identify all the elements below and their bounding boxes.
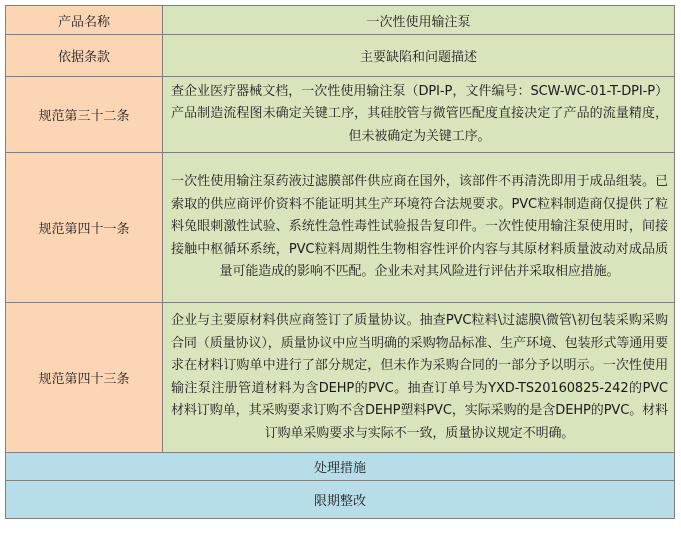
inspection-table — [5, 5, 675, 519]
clause-label: 规范第四十一条 — [6, 153, 163, 303]
deadline-row — [6, 481, 675, 519]
clause-label: 规范第四十三条 — [6, 303, 163, 453]
measures-label: 处理措施 — [6, 453, 675, 481]
basis-value: 主要缺陷和问题描述 — [163, 35, 675, 77]
clause-description: 一次性使用输注泵药液过滤膜部件供应商在国外，该部件不再清洗即用于成品组装。已索取的供应商评价资料不能证明其生产环境符合法规要求。PVC粒料制造商仅提供了粒料兔眼刺激性试验、系统性急性毒性试验报告复印件。一次性使用输注泵使用时，间接接触中枢循环系统，PVC粒料周期性生物相容性评价内容与其原材料质量波动对成品质量可能造成的影响不匹配。企业未对其风险进行评估并采取相应措施。 — [163, 153, 675, 303]
product-name-label: 产品名称 — [6, 6, 163, 35]
clause-row — [6, 77, 675, 153]
basis-label: 依据条款 — [6, 35, 163, 77]
clause-label: 规范第三十二条 — [6, 77, 163, 153]
clause-description: 企业与主要原材料供应商签订了质量协议。抽查PVC粒料\过滤膜\微管\初包装采购采购合同（质量协议），质量协议中应当明确的采购物品标准、生产环境、包装形式等通用要求在材料订购单中进行了部分规定，但未作为采购合同的一部分予以明示。一次性使用输注泵注册管道材料为含DEHP的PVC。抽查订单号为YXD-TS20160825-242的PVC材料订购单，其采购要求订购不含DEHP塑料PVC，实际采购的是含DEHP的PVC。材料订购单采购要求与实际不一致，质量协议规定不明确。 — [163, 303, 675, 453]
basis-row — [6, 35, 675, 77]
product-name-value: 一次性使用输注泵 — [163, 6, 675, 35]
deadline-label: 限期整改 — [6, 481, 675, 519]
clause-description: 查企业医疗器械文档，一次性使用输注泵（DPI-P，文件编号：SCW-WC-01-T-DPI-P）产品制造流程图未确定关键工序，其硅胶管与微管匹配度直接决定了产品的流量精度，但未被确定为关键工序。 — [163, 77, 675, 153]
clause-row — [6, 303, 675, 453]
product-name-row — [6, 6, 675, 35]
measures-row — [6, 453, 675, 481]
clause-row — [6, 153, 675, 303]
